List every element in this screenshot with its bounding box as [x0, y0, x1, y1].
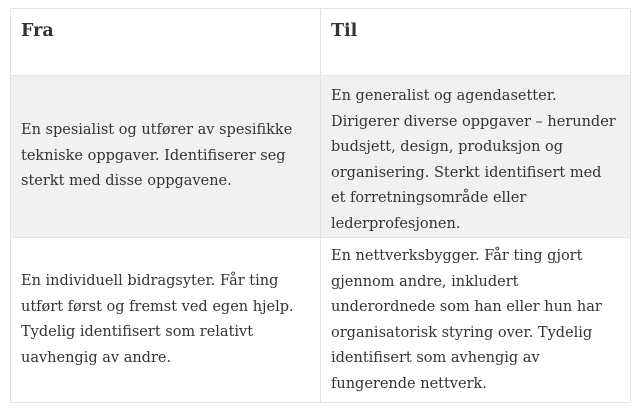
- table-row: [11, 238, 630, 402]
- cell-fra: En individuell bidragsyter. Får ting utført først og fremst ved egen hjelp. Tydelig identifisert som relativt uavhengig av andre.: [11, 238, 321, 402]
- header-til: Til: [331, 21, 358, 41]
- comparison-table: [10, 8, 631, 403]
- cell-til: En generalist og agendasetter. Dirigerer diverse oppgaver – herunder budsjett, design, produksjon og organisering. Sterkt identifisert med et forretningsområde eller lederprofesjonen.: [331, 88, 616, 232]
- table-row: [11, 76, 630, 238]
- cell-fra: En spesialist og utfører av spesifikke tekniske oppgaver. Identifiserer seg sterkt med disse oppgavene.: [11, 76, 321, 237]
- header-fra: Fra: [11, 9, 321, 75]
- cell-til: En nettverksbygger. Får ting gjort gjennom andre, inkludert underordnede som han eller hun har organisatorisk styring over. Tydelig identifisert som avhengig av fungerende nettverk.: [331, 248, 602, 392]
- table-header-row: [11, 9, 630, 76]
